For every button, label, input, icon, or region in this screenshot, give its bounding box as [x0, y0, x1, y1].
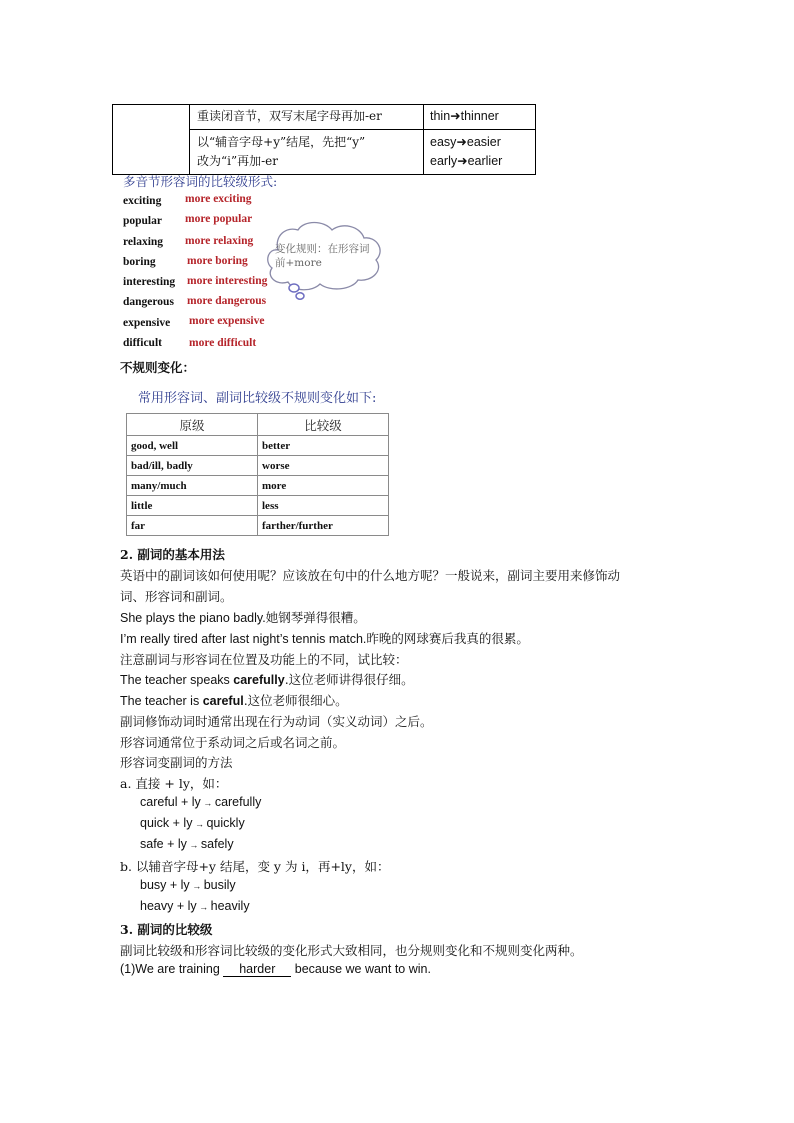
example-line: early➜earlier [430, 154, 503, 168]
table-cell: farther/further [258, 516, 389, 536]
arrow-icon: → [200, 798, 215, 808]
arrow-icon: → [186, 840, 201, 850]
answer-blank: harder [223, 963, 291, 977]
table-empty-cell [113, 105, 190, 175]
table-row [127, 496, 389, 516]
rule-cell: 重读闭音节，双写末尾字母再加-er [190, 105, 424, 130]
column-header: 原级 [127, 414, 258, 436]
english-text: The teacher is [120, 694, 203, 708]
paragraph-line: 副词修饰动词时通常出现在行为动词（实义动词）之后。 [120, 714, 433, 729]
regular-comparative-table [112, 104, 536, 175]
table-row [127, 516, 389, 536]
comparative-word: more interesting [187, 275, 268, 287]
comparative-word: more dangerous [187, 295, 267, 307]
cloud-text: 前+more [275, 257, 322, 269]
irregular-label: 不规则变化： [120, 360, 196, 375]
result-form: busily [203, 878, 236, 892]
base-form: safe + ly [140, 837, 187, 851]
adj-word: relaxing [123, 236, 164, 248]
list-item [140, 795, 261, 809]
example-cell [424, 130, 536, 175]
column-header: 比较级 [258, 414, 389, 436]
adj-word: interesting [123, 276, 176, 288]
table-cell: less [258, 496, 389, 516]
rule-line: 以“辅音字母+y”结尾，先把“y” [197, 135, 366, 149]
example-cell: thin➜thinner [424, 105, 536, 130]
example-sentence [120, 670, 414, 688]
comparative-word: more expensive [189, 315, 265, 327]
english-text: She plays the piano badly. [120, 611, 266, 625]
adj-word: expensive [123, 317, 171, 329]
chinese-text: .这位老师很细心。 [243, 693, 348, 708]
adj-word: dangerous [123, 296, 174, 308]
table-cell: worse [258, 456, 389, 476]
adj-word: popular [123, 215, 162, 227]
adj-word: boring [123, 256, 156, 268]
adj-word: difficult [123, 337, 162, 349]
paragraph-line: 副词比较级和形容词比较级的变化形式大致相同，也分规则变化和不规则变化两种。 [120, 943, 583, 958]
base-form: quick + ly [140, 816, 193, 830]
paragraph-line: 形容词变副词的方法 [120, 755, 233, 770]
poly-heading: 多音节形容词的比较级形式: [123, 174, 278, 189]
table-cell: far [127, 516, 258, 536]
list-item [140, 878, 236, 892]
table-row [127, 456, 389, 476]
arrow-icon: → [196, 902, 211, 912]
chinese-text: 昨晚的网球赛后我真的很累。 [366, 631, 529, 646]
cloud-text: 变化规则：在形容词 [275, 243, 370, 255]
paragraph-line: 英语中的副词该如何使用呢？应该放在句中的什么地方呢？一般说来，副词主要用来修饰动 [120, 568, 621, 583]
example-sentence [120, 629, 529, 647]
comparative-word: more exciting [185, 193, 252, 205]
irregular-comparative-table [126, 413, 389, 536]
rule-cell [190, 130, 424, 175]
comparative-word: more difficult [189, 337, 257, 349]
base-form: heavy + ly [140, 899, 197, 913]
arrow-icon: → [189, 881, 204, 891]
result-form: quickly [206, 816, 245, 830]
table-cell: little [127, 496, 258, 516]
example-sentence [120, 691, 348, 709]
irregular-heading: 常用形容词、副词比较级不规则变化如下: [138, 391, 377, 406]
exercise-text: (1)We are training [120, 962, 224, 976]
comparative-word: more relaxing [185, 235, 254, 247]
result-form: carefully [214, 795, 262, 809]
table-cell: bad/ill, badly [127, 456, 258, 476]
example-line: easy➜easier [430, 135, 501, 149]
paragraph-line: 形容词通常位于系动词之后或名词之前。 [120, 735, 346, 750]
table-cell: more [258, 476, 389, 496]
base-form: busy + ly [140, 878, 190, 892]
section-title: 3. 副词的比较级 [120, 922, 213, 937]
arrow-icon: → [192, 819, 207, 829]
table-cell: better [258, 436, 389, 456]
chinese-text: .这位老师讲得很仔细。 [284, 672, 414, 687]
list-label: a. 直接 + ly，如： [120, 776, 228, 791]
example-sentence [120, 608, 366, 626]
list-item [140, 899, 250, 913]
list-item [140, 837, 234, 851]
rule-line: 改为“i”再加-er [197, 154, 279, 168]
bold-word: carefully [233, 673, 285, 687]
base-form: careful + ly [140, 795, 201, 809]
list-item [140, 816, 245, 830]
paragraph-line: 注意副词与形容词在位置及功能上的不同，试比较： [120, 652, 408, 667]
paragraph-line: 词、形容词和副词。 [120, 589, 233, 604]
table-row [127, 476, 389, 496]
table-cell: many/much [127, 476, 258, 496]
bold-word: careful [202, 694, 244, 708]
adj-word: exciting [123, 195, 162, 207]
exercise-text: because we want to win. [291, 962, 431, 976]
chinese-text: 她钢琴弹得很糟。 [265, 610, 366, 625]
section-title: 2. 副词的基本用法 [120, 547, 225, 562]
result-form: heavily [210, 899, 250, 913]
english-text: I’m really tired after last night’s tennis match. [120, 632, 367, 646]
english-text: The teacher speaks [120, 673, 234, 687]
table-cell: good, well [127, 436, 258, 456]
comparative-word: more boring [187, 255, 248, 267]
exercise-sentence [120, 962, 431, 977]
list-label: b. 以辅音字母+y 结尾，变 y 为 i，再+ly，如： [120, 859, 390, 874]
result-form: safely [200, 837, 234, 851]
table-row [127, 436, 389, 456]
comparative-word: more popular [185, 213, 253, 225]
